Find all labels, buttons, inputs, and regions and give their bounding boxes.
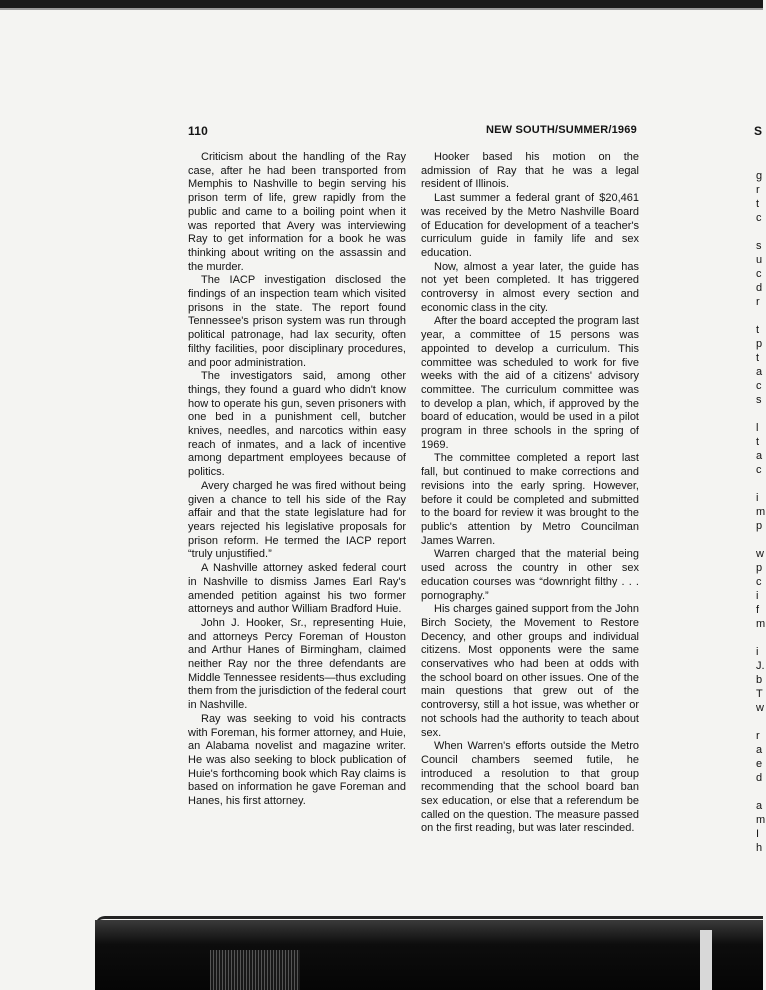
paragraph: His charges gained support from the John Birch Society, the Movement to Restore Decency, and other groups and individual citizens. Most opponents were the same conservatives who had been at odds with the school board on other issues. One of the main questions that grew out of the controversy, still a hot issue, was whether or not schools had the authority to teach about sex. xyxy=(421,603,639,739)
margin-fragment: m xyxy=(756,814,766,826)
margin-fragment: a xyxy=(756,450,763,462)
margin-fragment: t xyxy=(756,324,760,336)
margin-fragment: m xyxy=(756,618,766,630)
margin-fragment: t xyxy=(756,198,760,210)
margin-fragment: l xyxy=(756,422,759,434)
margin-fragment: f xyxy=(756,604,760,616)
margin-fragment: c xyxy=(756,464,762,476)
margin-fragment: c xyxy=(756,268,762,280)
paragraph: After the board accepted the program last year, a committee of 15 persons was appointed to develop a curriculum. This committee was scheduled to work for five weeks with the aid of a citizens' advisory committee. The curriculum committee was to develop a plan, which, if approved by the board of education, would be used in a pilot program in three schools in the spring of 1969. xyxy=(421,315,639,451)
margin-fragment: w xyxy=(756,548,764,560)
paragraph: The investigators said, among other things, they found a guard who didn't know how to operate his gun, seven prisoners with one bed in a punishment cell, butcher knives, needles, and narcotics within easy reach of inmates, and a lack of incentive among department employees because of politics. xyxy=(188,370,406,479)
margin-fragment: I xyxy=(756,828,760,840)
paragraph: Criticism about the handling of the Ray case, after he had been transported from Memphis to Nashville to begin serving his prison term of life, grew rapidly from the public and came to a boiling point when it was reported that Avery was interviewing Ray to get information for a book he was thinking about writing on the assassin and the murder. xyxy=(188,151,406,273)
margin-fragment: p xyxy=(756,520,763,532)
margin-fragment: w xyxy=(756,702,764,714)
margin-fragment: t xyxy=(756,436,760,448)
margin-fragment: i xyxy=(756,590,759,602)
margin-fragment: i xyxy=(756,492,759,504)
paragraph: Ray was seeking to void his contracts with Foreman, his former attorney, and Huie, an Alabama novelist and magazine writer. He was also seeking to block publication of Huie's forthcoming book which Ray claims is based on information he gave Foreman and Hanes, his first attorney. xyxy=(188,712,406,808)
margin-fragment: p xyxy=(756,562,763,574)
scan-noise-strip xyxy=(210,950,300,990)
margin-fragment: b xyxy=(756,674,763,686)
next-page-head-fragment: S xyxy=(754,124,763,138)
paragraph: When Warren's efforts outside the Metro Council chambers seemed futile, he introduced a resolution to that group recommending that the school board ban sex education, or else that a referendum be called on the question. The measure passed on the first reading, but was later rescinded. xyxy=(421,740,639,835)
paragraph: John J. Hooker, Sr., representing Huie, and attorneys Percy Foreman of Houston and Arthur Hanes of Birmingham, claimed neither Ray nor the three defendants are Middle Tennessee residents—thus excluding them from the jurisdiction of the federal court in Nashville. xyxy=(188,616,406,712)
margin-fragment: a xyxy=(756,366,763,378)
margin-fragment: T xyxy=(756,688,763,700)
paragraph: Now, almost a year later, the guide has not yet been completed. It has triggered controversy in almost every section and economic class in the city. xyxy=(421,260,639,314)
margin-fragment: p xyxy=(756,338,763,350)
text-column-left xyxy=(188,151,406,809)
margin-fragment: a xyxy=(756,744,763,756)
margin-fragment: d xyxy=(756,282,763,294)
margin-fragment: r xyxy=(756,296,760,308)
margin-fragment: i xyxy=(756,646,759,658)
paragraph: Warren charged that the material being used across the country in other sex education courses was “downright filthy . . . pornography.” xyxy=(421,548,639,602)
running-head: NEW SOUTH/SUMMER/1969 xyxy=(486,124,637,136)
margin-fragment: e xyxy=(756,758,763,770)
margin-fragment: t xyxy=(756,352,760,364)
margin-fragment: c xyxy=(756,212,762,224)
margin-fragment: r xyxy=(756,184,760,196)
paragraph: A Nashville attorney asked federal court in Nashville to dismiss James Earl Ray's amended petition against his two former attorneys and author William Bradford Huie. xyxy=(188,562,406,616)
margin-fragment: h xyxy=(756,842,763,854)
margin-fragment: s xyxy=(756,394,762,406)
scan-bottom-shadow xyxy=(95,920,763,990)
margin-fragment: a xyxy=(756,800,763,812)
paragraph: The committee completed a report last fall, but continued to make corrections and revisions into the early spring. However, before it could be completed and submitted to the board for review it was brought to the public's attention by Metro Councilman James Warren. xyxy=(421,452,639,547)
margin-fragment: c xyxy=(756,576,762,588)
binding-edge xyxy=(700,930,712,990)
page-number: 110 xyxy=(188,124,208,138)
margin-fragment: u xyxy=(756,254,763,266)
margin-fragment: g xyxy=(756,170,763,182)
margin-fragment: r xyxy=(756,730,760,742)
margin-fragment: m xyxy=(756,506,766,518)
paragraph: Last summer a federal grant of $20,461 was received by the Metro Nashville Board of Education for development of a teacher's curriculum guide in family life and sex education. xyxy=(421,192,639,259)
paragraph: Hooker based his motion on the admission of Ray that he was a legal resident of Illinois. xyxy=(421,151,639,191)
margin-fragment: J. xyxy=(756,660,765,672)
margin-fragment: s xyxy=(756,240,762,252)
margin-fragment: c xyxy=(756,380,762,392)
scan-top-edge-highlight xyxy=(0,8,763,10)
margin-fragment: d xyxy=(756,772,763,784)
scan-top-edge xyxy=(0,0,763,8)
text-column-right xyxy=(421,151,639,836)
paragraph: The IACP investigation disclosed the findings of an inspection team which visited prisons in the state. The report found Tennessee's prison system was run through political patronage, had lax security, often filthy facilities, poor disciplinary procedures, and poor administration. xyxy=(188,274,406,369)
paragraph: Avery charged he was fired without being given a chance to tell his side of the Ray affair and that the state legislature had for years rejected his legislative proposals for prison reform. He termed the IACP report “truly unjustified.” xyxy=(188,479,406,561)
